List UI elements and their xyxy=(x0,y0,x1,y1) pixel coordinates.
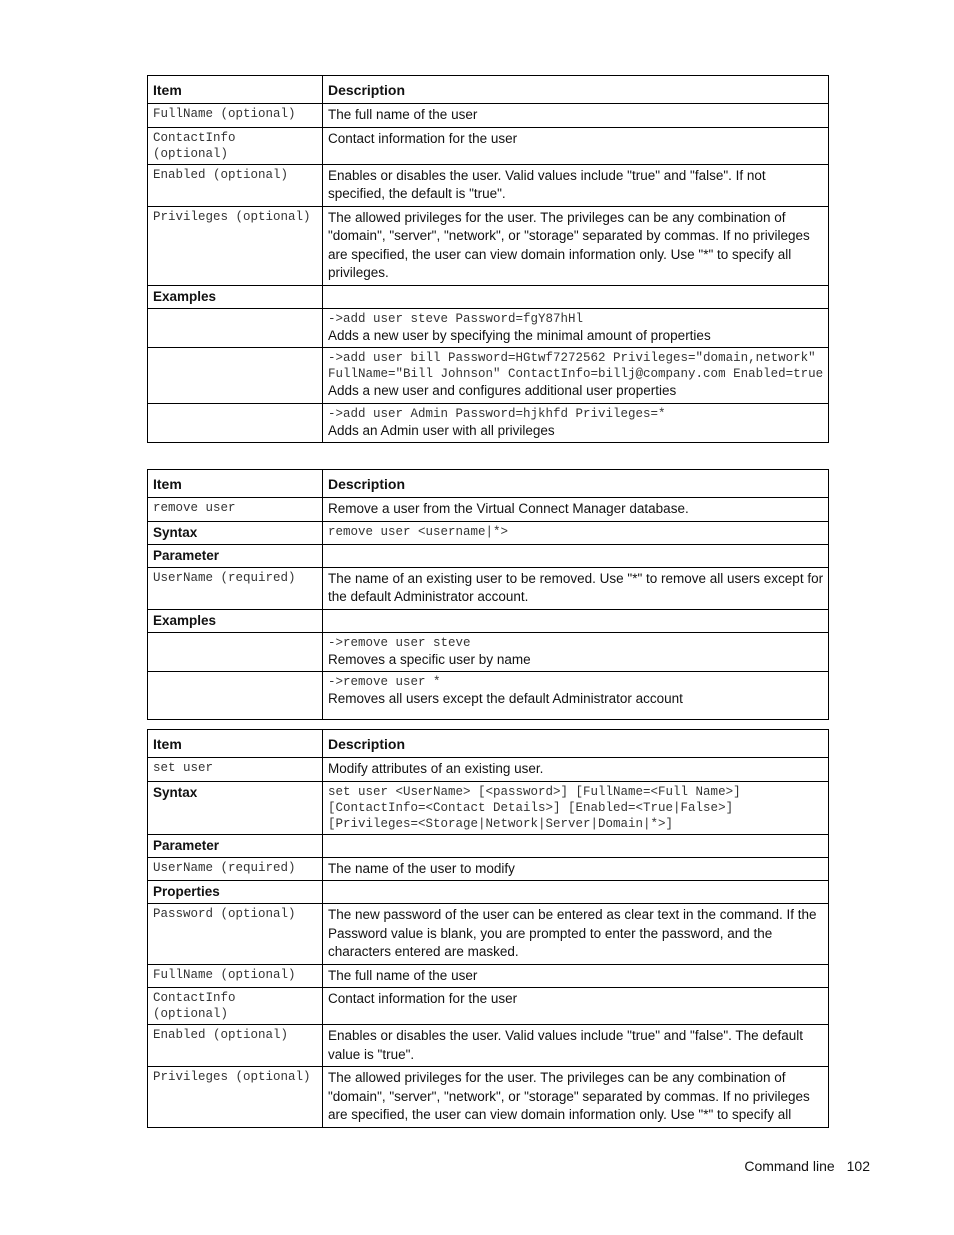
example-cell xyxy=(323,403,829,443)
remove-user-table xyxy=(147,469,829,720)
command-row xyxy=(148,498,829,522)
example-cell xyxy=(323,348,829,404)
example-command: ->add user Admin Password=hjkhfd Privileges=* xyxy=(328,406,666,421)
example-command: ->add user bill Password=HGtwf7272562 Privileges="domain,network" FullName="Bill Johnson" ContactInfo=billj@company.com Enabled=true xyxy=(328,351,824,381)
example-row xyxy=(148,308,829,348)
syntax-row xyxy=(148,781,829,834)
example-description: Adds an Admin user with all privileges xyxy=(328,422,555,438)
empty-cell xyxy=(323,285,829,308)
parameter-description: The name of the user to modify xyxy=(323,857,829,881)
description-cell: Enables or disables the user. Valid values include "true" and "false". If not specified, the default is "true". xyxy=(323,164,829,206)
parameter-label: Parameter xyxy=(148,544,323,567)
property-description: The full name of the user xyxy=(323,964,829,988)
example-cell xyxy=(323,672,829,720)
properties-label-row xyxy=(148,881,829,904)
table-row xyxy=(148,127,829,164)
empty-cell xyxy=(148,672,323,720)
description-column-header: Description xyxy=(323,470,829,498)
property-description: Enables or disables the user. Valid values include "true" and "false". The default value is "true". xyxy=(323,1025,829,1067)
property-row xyxy=(148,1067,829,1128)
parameter-row xyxy=(148,567,829,609)
property-name: Enabled (optional) xyxy=(148,1025,323,1067)
command-row xyxy=(148,758,829,782)
syntax-row xyxy=(148,521,829,544)
set-user-table xyxy=(147,729,829,1128)
item-column-header: Item xyxy=(148,730,323,758)
table-header-row xyxy=(148,470,829,498)
empty-cell xyxy=(323,544,829,567)
add-user-table-continued xyxy=(147,75,829,443)
empty-cell xyxy=(148,348,323,404)
page-number: 102 xyxy=(846,1158,870,1174)
example-command: ->add user steve Password=fgY87hHl xyxy=(328,311,584,326)
item-column-header: Item xyxy=(148,470,323,498)
empty-cell xyxy=(148,403,323,443)
parameter-row xyxy=(148,857,829,881)
parameter-name: UserName (required) xyxy=(148,567,323,609)
property-name: Password (optional) xyxy=(148,904,323,965)
examples-label-row xyxy=(148,285,829,308)
property-row xyxy=(148,964,829,988)
example-description: Adds a new user by specifying the minimal amount of properties xyxy=(328,327,711,343)
command-description: Modify attributes of an existing user. xyxy=(323,758,829,782)
table-row xyxy=(148,206,829,285)
item-cell: ContactInfo (optional) xyxy=(148,127,323,164)
examples-label: Examples xyxy=(148,609,323,632)
example-description: Removes a specific user by name xyxy=(328,651,531,667)
property-row xyxy=(148,904,829,965)
example-row xyxy=(148,403,829,443)
example-row xyxy=(148,632,829,672)
syntax-value: remove user <username|*> xyxy=(323,521,829,544)
example-cell xyxy=(323,308,829,348)
empty-cell xyxy=(323,834,829,857)
item-cell: Privileges (optional) xyxy=(148,206,323,285)
description-cell: Contact information for the user xyxy=(323,127,829,164)
footer-section-title: Command line xyxy=(744,1158,835,1174)
example-row xyxy=(148,672,829,720)
description-column-header: Description xyxy=(323,730,829,758)
command-description: Remove a user from the Virtual Connect Manager database. xyxy=(323,498,829,522)
item-column-header: Item xyxy=(148,76,323,104)
empty-cell xyxy=(323,609,829,632)
property-description: The allowed privileges for the user. The privileges can be any combination of "domain", "server", "network", or "storage" separated by commas. If no privileges are specified, the user can view domain information only. Use "*" to specify all xyxy=(323,1067,829,1128)
property-name: Privileges (optional) xyxy=(148,1067,323,1128)
syntax-label: Syntax xyxy=(148,781,323,834)
property-row xyxy=(148,1025,829,1067)
table-row xyxy=(148,104,829,128)
example-cell xyxy=(323,632,829,672)
property-name: ContactInfo (optional) xyxy=(148,988,323,1025)
description-column-header: Description xyxy=(323,76,829,104)
parameter-description: The name of an existing user to be removed. Use "*" to remove all users except for the default Administrator account. xyxy=(323,567,829,609)
table-header-row xyxy=(148,76,829,104)
page-footer xyxy=(732,1158,870,1174)
empty-cell xyxy=(148,632,323,672)
syntax-label: Syntax xyxy=(148,521,323,544)
example-description: Removes all users except the default Administrator account xyxy=(328,691,683,706)
parameter-name: UserName (required) xyxy=(148,857,323,881)
description-cell: The allowed privileges for the user. The privileges can be any combination of "domain", "server", "network", or "storage" separated by commas. If no privileges are specified, the user can view domain information only. Use "*" to specify all privileges. xyxy=(323,206,829,285)
property-description: The new password of the user can be entered as clear text in the command. If the Password value is blank, you are prompted to enter the password, and the characters entered are masked. xyxy=(323,904,829,965)
command-name: set user xyxy=(148,758,323,782)
table-header-row xyxy=(148,730,829,758)
example-row xyxy=(148,348,829,404)
syntax-value: set user <UserName> [<password>] [FullName=<Full Name>] [ContactInfo=<Contact Details>] [Enabled=<True|False>] [Privileges=<Storage|Network|Server|Domain|*>] xyxy=(323,781,829,834)
table-row xyxy=(148,164,829,206)
examples-label: Examples xyxy=(148,285,323,308)
example-command: ->remove user steve xyxy=(328,635,471,650)
example-command: ->remove user * xyxy=(328,675,441,689)
property-name: FullName (optional) xyxy=(148,964,323,988)
parameter-label: Parameter xyxy=(148,834,323,857)
property-description: Contact information for the user xyxy=(323,988,829,1025)
parameter-label-row xyxy=(148,834,829,857)
property-row xyxy=(148,988,829,1025)
item-cell: Enabled (optional) xyxy=(148,164,323,206)
properties-label: Properties xyxy=(148,881,323,904)
item-cell: FullName (optional) xyxy=(148,104,323,128)
parameter-label-row xyxy=(148,544,829,567)
empty-cell xyxy=(323,881,829,904)
example-description: Adds a new user and configures additional user properties xyxy=(328,383,677,398)
examples-label-row xyxy=(148,609,829,632)
description-cell: The full name of the user xyxy=(323,104,829,128)
command-name: remove user xyxy=(148,498,323,522)
empty-cell xyxy=(148,308,323,348)
